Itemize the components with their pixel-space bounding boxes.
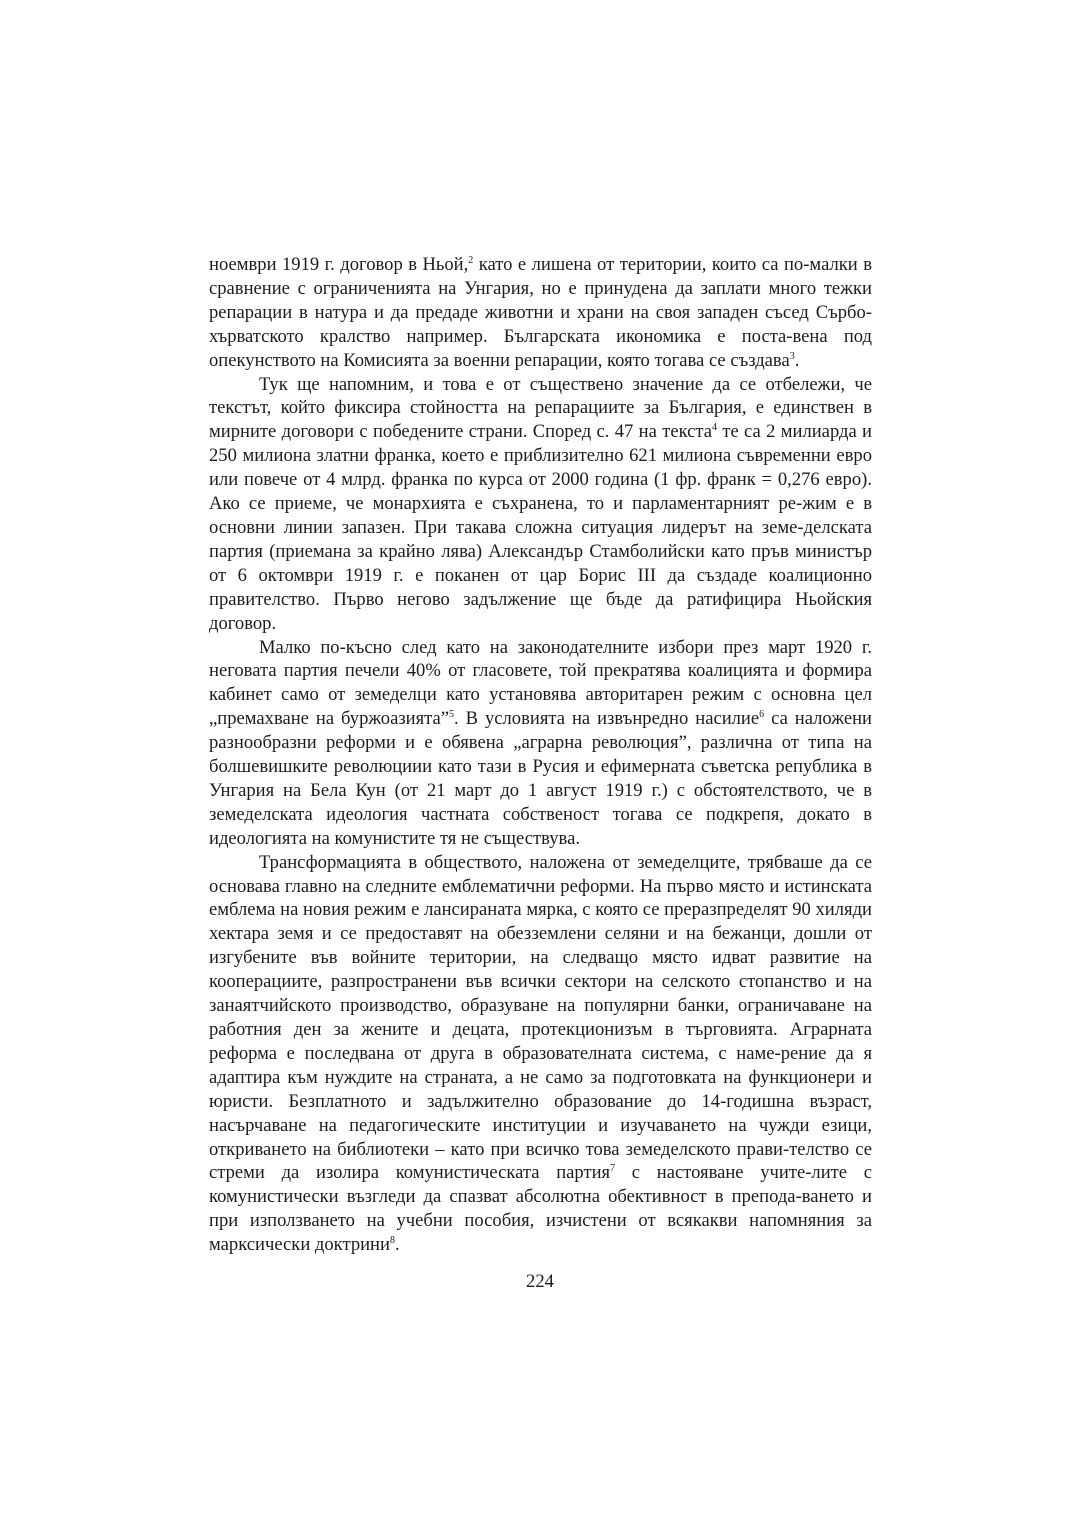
paragraph-text: .	[794, 349, 800, 371]
footnote-marker: 8	[389, 1234, 395, 1246]
paragraph-text: Тук ще напомним, и това е от съществено значение да се отбележи, че текстът, който фиксира стойността на репарациите за България, е единствен в мирните договори с победените страни. Според с. 47 на текста	[209, 373, 872, 443]
paragraph-text: . В условията на извънредно насилие	[454, 708, 760, 730]
paragraph	[209, 373, 872, 636]
paragraph-text: ноември 1919 г. договор в Ньой,	[209, 254, 469, 275]
footnote-marker: 2	[468, 254, 474, 266]
footnote-marker: 4	[712, 422, 718, 434]
body-text	[209, 253, 872, 1257]
paragraph	[209, 253, 872, 373]
footnote-marker: 3	[789, 350, 795, 362]
footnote-marker: 5	[449, 709, 455, 721]
paragraph-text: Трансформацията в обществото, наложена от земеделците, трябваше да се основава главно на следните емблематични реформи. На първо място и истинската емблема на новия режим е лансираната мярка, с която се преразпределят 90 хиляди хектара земя и се предоставят на обезземлени селяни и на бежанци, дошли от изгубените във войните територии, на следващо място идват развитие на кооперациите, разпространени във всички сектори на селското стопанство и на занаятчийското производство, образуване на популярни банки, ограничаване на работния ден за жените и децата, протекционизъм в търговията. Аграрната реформа е последвана от друга в образователната система, с наме-рение да я адаптира към нуждите на страната, а не само за подготовката на функционери и юристи. Безплатното и задължително образование до 14-годишна възраст, насърчаване на педагогическите институции и изучаването на чужди езици, откриването на библиотеки – като при всичко това земеделското прави-телство се стреми да изолира комунистическата партия	[209, 851, 872, 1184]
paragraph-text: като е лишена от територии, които са по-малки в сравнение с ограниченията на Унгария, но е принудена да заплати много тежки репарации в натура и да предаде животни и храни на своя западен съсед Сърбо-хърватското кралство например. Българската икономика е поста-вена под опекунството на Комисията за военни репарации, която тогава се създава	[209, 254, 872, 371]
paragraph-text: те са 2 милиарда и 250 милиона златни франка, което е приблизително 621 милиона съвременни евро или повече от 4 млрд. франка по курса от 2000 година (1 фр. франк = 0,276 евро). Ако се приеме, че монархията е съхранена, то и парламентарният ре-жим е в основни линии запазен. При такава сложна ситуация лидерът на земе-делската партия (приемана за крайно лява) Александър Стамболийски като пръв министър от 6 октомври 1919 г. е поканен от цар Борис III да създаде коалиционно правителство. Първо негово задължение ще бъде да ратифицира Ньойския договор.	[209, 421, 872, 634]
paragraph-text: са наложени разнообразни реформи и е обявена „аграрна революция”, различна от типа на болшевишките революциии като тази в Русия и ефимерната съветска република в Унгария на Бела Кун (от 21 март до 1 август 1919 г.) с обстоятелството, че в земеделската идеология частната собственост тогава се подкрепя, докато в идеологията на комунистите тя не съществува.	[209, 708, 873, 849]
page-number: 224	[526, 1271, 554, 1292]
paragraph	[209, 636, 872, 851]
footnote-marker: 7	[610, 1163, 616, 1175]
paragraph-text: с настояване учите-лите с комунистически възгледи да спазват абсолютна обективност в препода-ването и при използването на учебни пособия, изчистени от всякакви напомняния за марксически доктрини	[209, 1162, 872, 1256]
paragraph-text: .	[394, 1234, 400, 1256]
footnote-marker: 6	[759, 709, 765, 721]
paragraph-text: Малко по-късно след като на законодателните избори през март 1920 г. неговата партия печели 40% от гласовете, той прекратява коалицията и формира кабинет само от земеделци като установява авторитарен режим с основна цел „премахване на буржоазията”	[209, 636, 872, 730]
paragraph	[209, 851, 872, 1257]
